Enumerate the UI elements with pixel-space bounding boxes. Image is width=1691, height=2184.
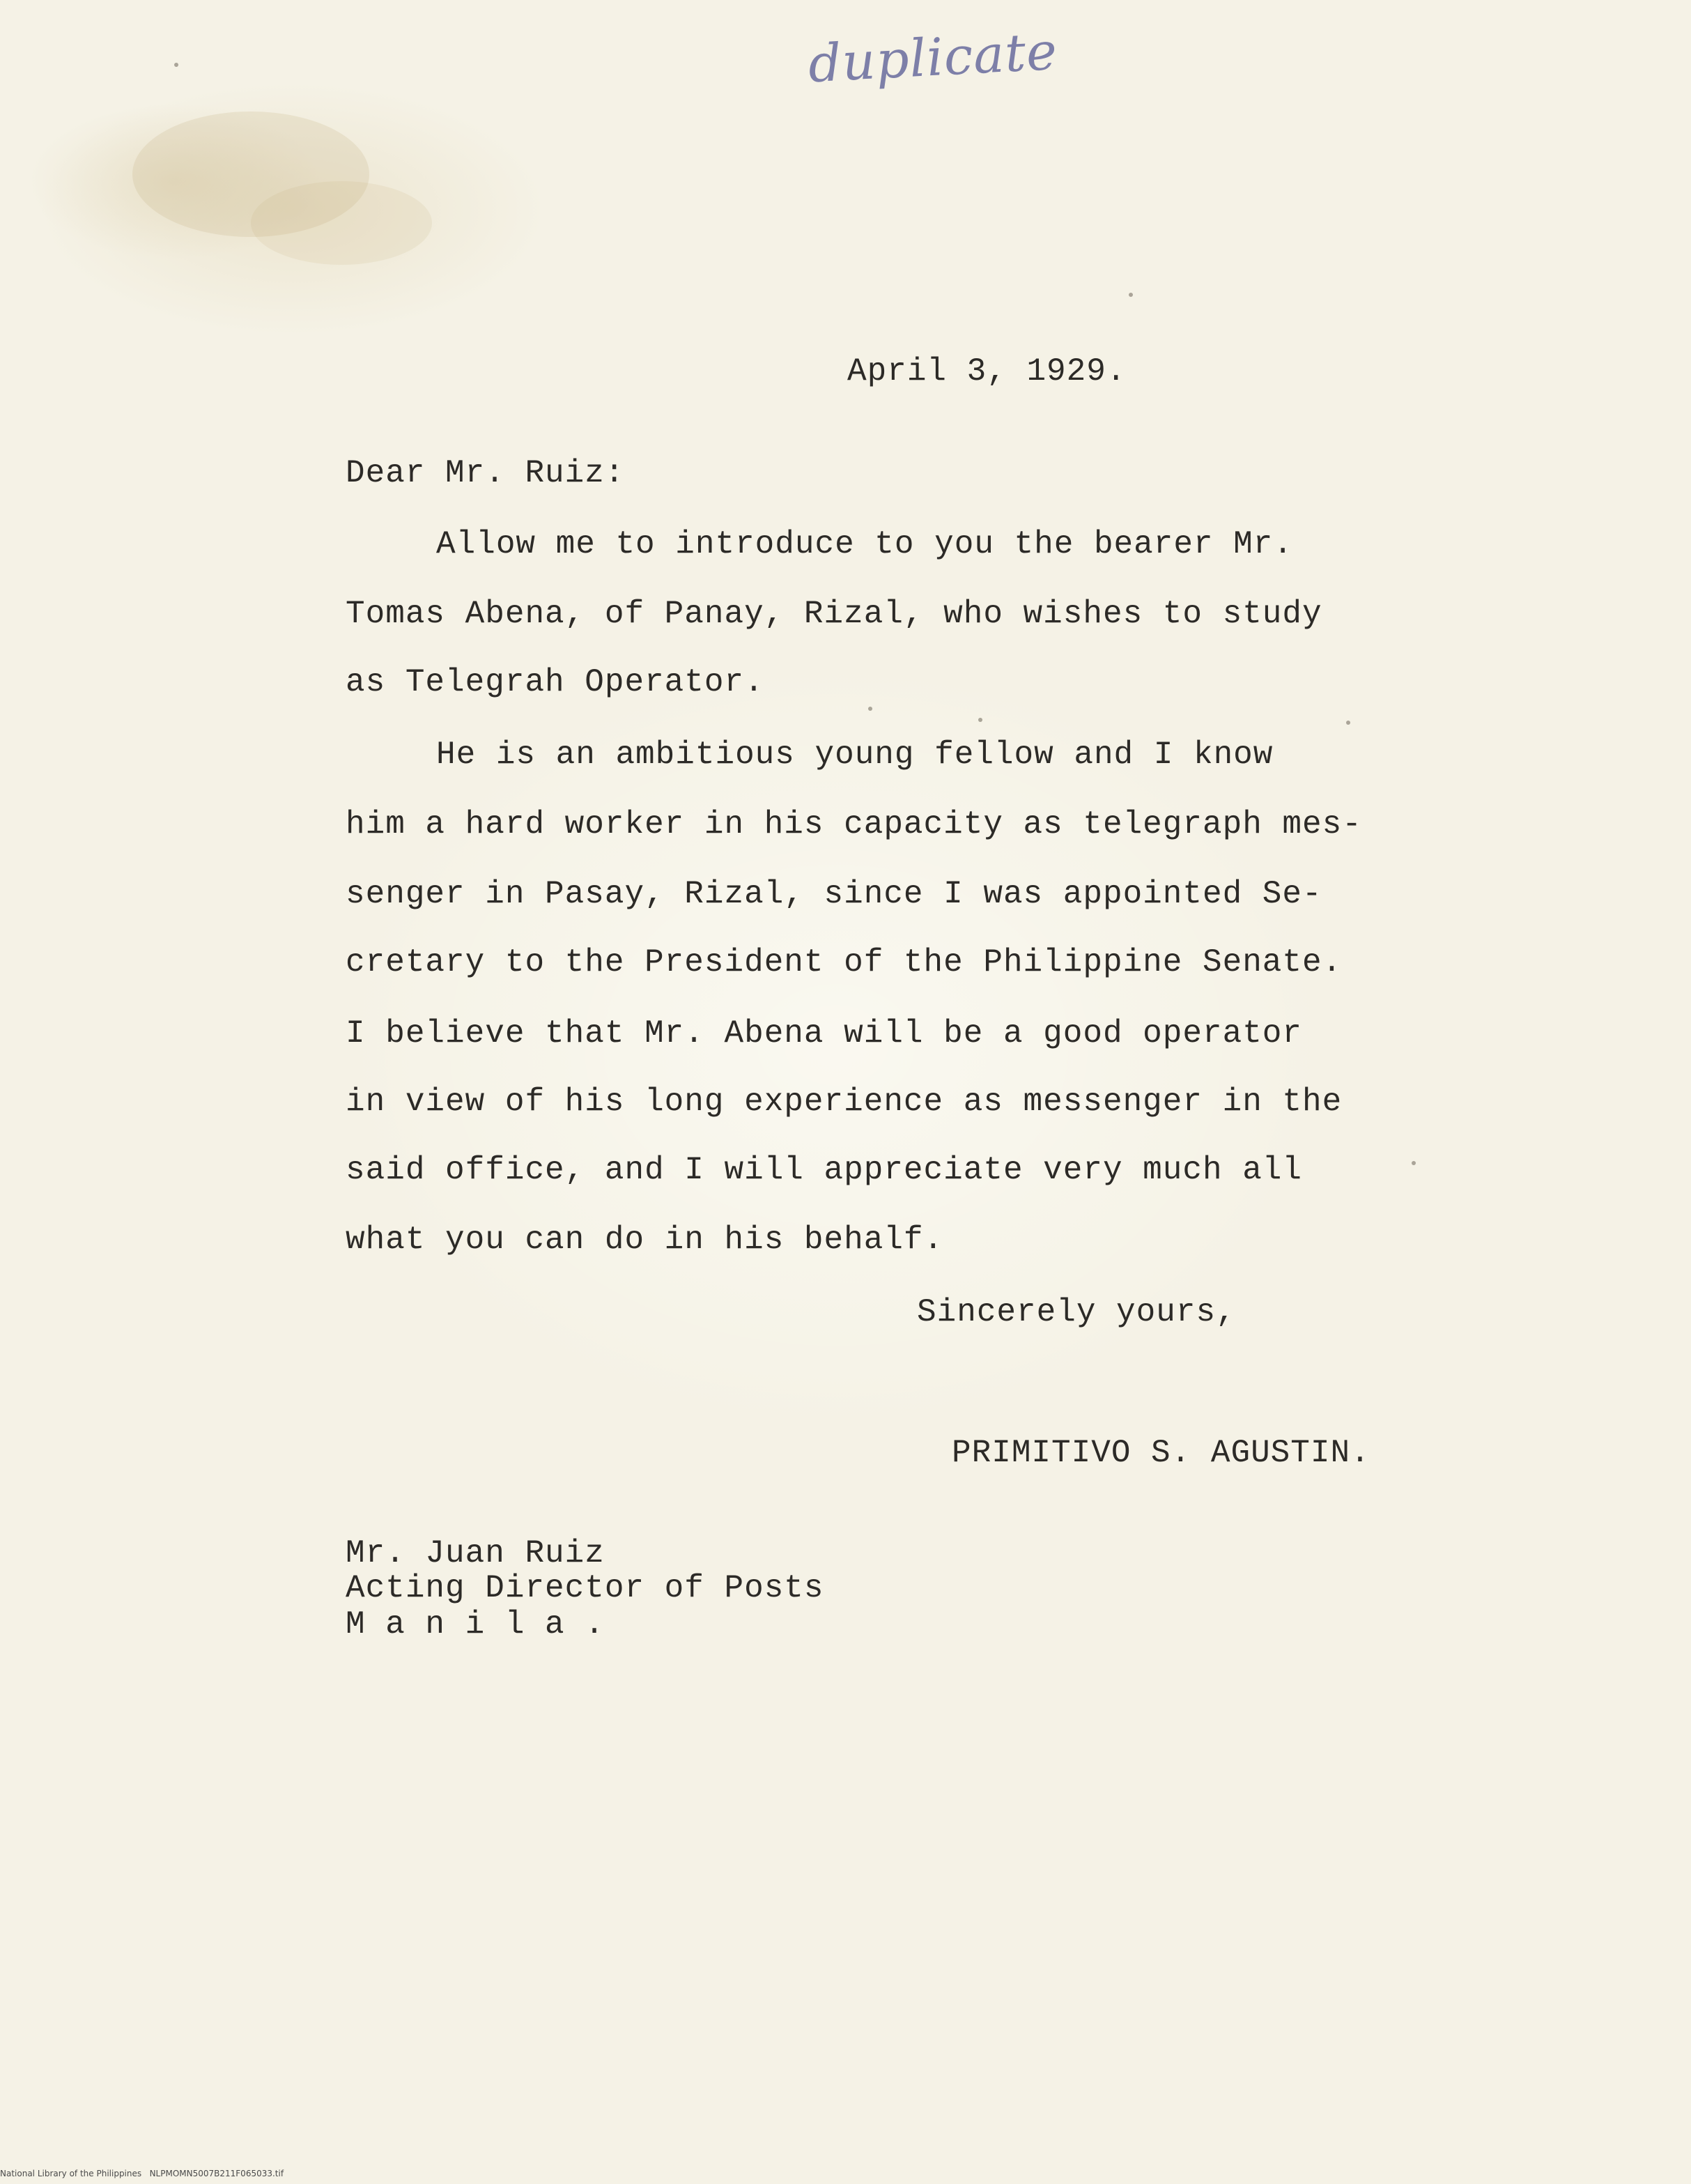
body-line: as Telegrah Operator. [346, 664, 764, 700]
letter-date: April 3, 1929. [847, 353, 1127, 390]
body-line: senger in Pasay, Rizal, since I was appointed Se- [346, 876, 1322, 912]
signature-name: PRIMITIVO S. AGUSTIN. [952, 1435, 1370, 1471]
body-line: cretary to the President of the Philippine Senate. [346, 944, 1343, 981]
closing: Sincerely yours, [917, 1294, 1236, 1330]
body-line: him a hard worker in his capacity as telegraph mes- [346, 806, 1362, 843]
speck [868, 707, 872, 711]
water-stain [251, 181, 432, 265]
archive-footer: National Library of the Philippines NLPMOMN5007B211F065033.tif [0, 2169, 284, 2178]
speck [1346, 721, 1350, 725]
speck [978, 718, 982, 722]
speck [1412, 1161, 1416, 1165]
body-line: Allow me to introduce to you the bearer Mr. [436, 526, 1293, 562]
body-line: Tomas Abena, of Panay, Rizal, who wishes to study [346, 596, 1322, 632]
duplicate-annotation: duplicate [806, 21, 1059, 95]
body-line: I believe that Mr. Abena will be a good operator [346, 1015, 1303, 1052]
body-line: what you can do in his behalf. [346, 1222, 944, 1258]
body-line: in view of his long experience as messenger in the [346, 1084, 1343, 1120]
speck [174, 63, 178, 67]
recipient-city: M a n i l a . [346, 1606, 605, 1643]
recipient-name: Mr. Juan Ruiz [346, 1535, 605, 1571]
body-line: said office, and I will appreciate very much all [346, 1152, 1303, 1188]
speck [1129, 293, 1133, 297]
recipient-title: Acting Director of Posts [346, 1570, 824, 1606]
body-line: He is an ambitious young fellow and I know [436, 737, 1274, 773]
salutation: Dear Mr. Ruiz: [346, 455, 625, 491]
